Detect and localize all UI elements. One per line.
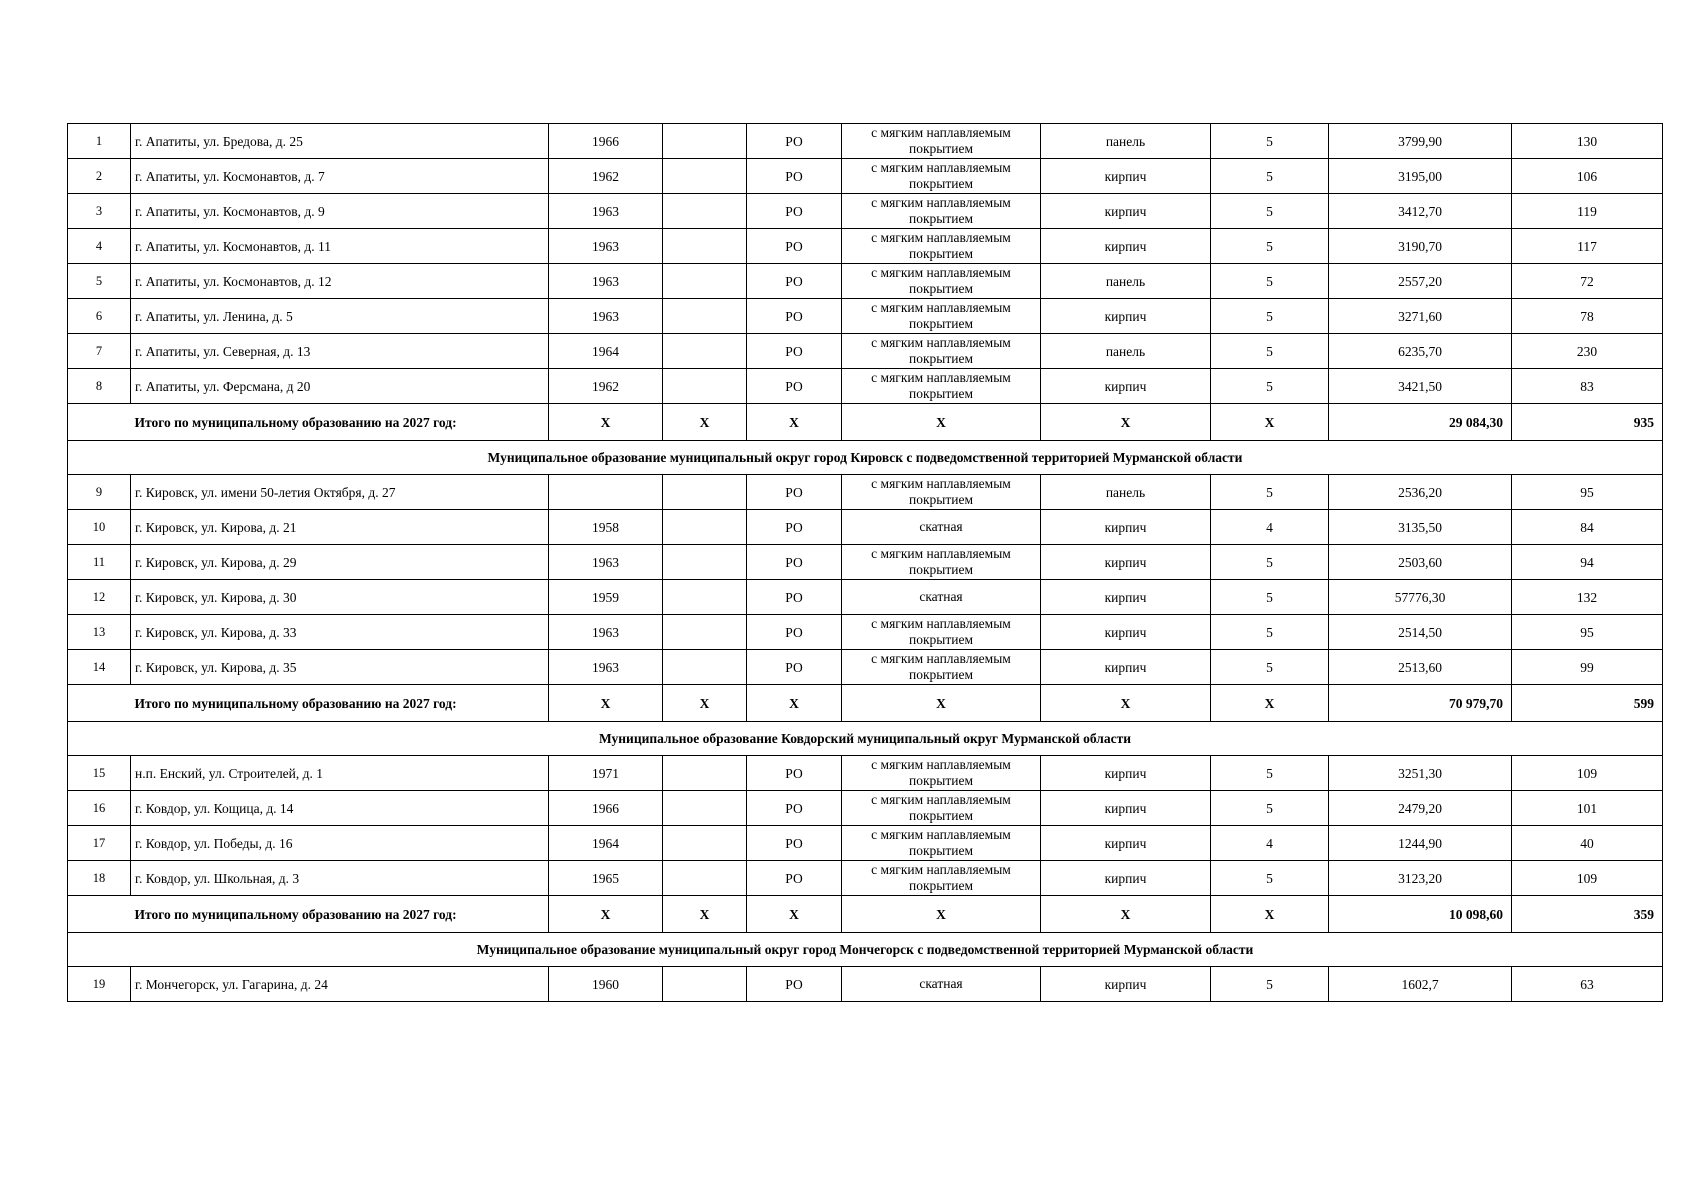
year-cell: 1963	[549, 229, 663, 264]
total-x-mark: X	[663, 685, 747, 722]
table-row	[68, 159, 1663, 194]
extra-cell	[663, 369, 747, 404]
row-number: 9	[68, 475, 131, 510]
area-cell: 6235,70	[1329, 334, 1512, 369]
total-label: Итого по муниципальному образованию на 2027 год:	[131, 896, 549, 933]
floors-cell: 5	[1211, 650, 1329, 685]
floors-cell: 5	[1211, 124, 1329, 159]
extra-cell	[663, 545, 747, 580]
wall-material-cell: кирпич	[1041, 615, 1211, 650]
total-x-mark: X	[549, 896, 663, 933]
source-cell: РО	[747, 159, 842, 194]
address-cell: г. Апатиты, ул. Бредова, д. 25	[131, 124, 549, 159]
residents-cell: 130	[1512, 124, 1663, 159]
total-blank-cell	[68, 685, 131, 722]
section-heading: Муниципальное образование муниципальный округ город Кировск с подведомственной территорией Мурманской области	[68, 441, 1663, 475]
residents-cell: 230	[1512, 334, 1663, 369]
wall-material-cell: кирпич	[1041, 369, 1211, 404]
row-number: 12	[68, 580, 131, 615]
source-cell: РО	[747, 229, 842, 264]
total-x-mark: X	[747, 404, 842, 441]
roof-cell: с мягким наплавляемым покрытием	[842, 861, 1041, 896]
source-cell: РО	[747, 194, 842, 229]
residents-cell: 95	[1512, 615, 1663, 650]
total-x-mark: X	[842, 896, 1041, 933]
extra-cell	[663, 756, 747, 791]
residents-cell: 119	[1512, 194, 1663, 229]
wall-material-cell: кирпич	[1041, 229, 1211, 264]
residents-cell: 101	[1512, 791, 1663, 826]
residents-cell: 109	[1512, 756, 1663, 791]
table-row	[68, 369, 1663, 404]
wall-material-cell: кирпич	[1041, 545, 1211, 580]
total-x-mark: X	[1041, 896, 1211, 933]
wall-material-cell: кирпич	[1041, 967, 1211, 1002]
extra-cell	[663, 826, 747, 861]
address-cell: г. Апатиты, ул. Ферсмана, д 20	[131, 369, 549, 404]
source-cell: РО	[747, 826, 842, 861]
address-cell: г. Кировск, ул. Кирова, д. 29	[131, 545, 549, 580]
total-x-mark: X	[663, 896, 747, 933]
roof-cell: с мягким наплавляемым покрытием	[842, 475, 1041, 510]
address-cell: г. Апатиты, ул. Северная, д. 13	[131, 334, 549, 369]
row-number: 11	[68, 545, 131, 580]
row-number: 16	[68, 791, 131, 826]
row-number: 10	[68, 510, 131, 545]
floors-cell: 5	[1211, 861, 1329, 896]
total-x-mark: X	[1041, 404, 1211, 441]
row-number: 15	[68, 756, 131, 791]
address-cell: г. Ковдор, ул. Школьная, д. 3	[131, 861, 549, 896]
floors-cell: 5	[1211, 264, 1329, 299]
address-cell: г. Мончегорск, ул. Гагарина, д. 24	[131, 967, 549, 1002]
table-row	[68, 510, 1663, 545]
residents-cell: 63	[1512, 967, 1663, 1002]
year-cell: 1963	[549, 264, 663, 299]
total-x-mark: X	[549, 404, 663, 441]
floors-cell: 4	[1211, 826, 1329, 861]
total-x-mark: X	[842, 404, 1041, 441]
roof-cell: с мягким наплавляемым покрытием	[842, 369, 1041, 404]
extra-cell	[663, 264, 747, 299]
extra-cell	[663, 510, 747, 545]
table-row	[68, 615, 1663, 650]
year-cell: 1965	[549, 861, 663, 896]
area-cell: 3123,20	[1329, 861, 1512, 896]
area-cell: 1602,7	[1329, 967, 1512, 1002]
area-cell: 2514,50	[1329, 615, 1512, 650]
floors-cell: 5	[1211, 967, 1329, 1002]
total-x-mark: X	[842, 685, 1041, 722]
roof-cell: с мягким наплавляемым покрытием	[842, 756, 1041, 791]
year-cell: 1966	[549, 791, 663, 826]
roof-cell: с мягким наплавляемым покрытием	[842, 791, 1041, 826]
year-cell: 1962	[549, 369, 663, 404]
section-heading-row	[68, 933, 1663, 967]
roof-cell: с мягким наплавляемым покрытием	[842, 264, 1041, 299]
residents-cell: 78	[1512, 299, 1663, 334]
address-cell: г. Апатиты, ул. Космонавтов, д. 9	[131, 194, 549, 229]
total-residents: 359	[1512, 896, 1663, 933]
table-row	[68, 264, 1663, 299]
floors-cell: 5	[1211, 299, 1329, 334]
floors-cell: 5	[1211, 791, 1329, 826]
total-x-mark: X	[549, 685, 663, 722]
total-residents: 599	[1512, 685, 1663, 722]
total-label: Итого по муниципальному образованию на 2027 год:	[131, 404, 549, 441]
table-row	[68, 756, 1663, 791]
residents-cell: 95	[1512, 475, 1663, 510]
wall-material-cell: кирпич	[1041, 580, 1211, 615]
total-x-mark: X	[747, 896, 842, 933]
wall-material-cell: кирпич	[1041, 861, 1211, 896]
address-cell: г. Кировск, ул. Кирова, д. 21	[131, 510, 549, 545]
residents-cell: 106	[1512, 159, 1663, 194]
wall-material-cell: кирпич	[1041, 194, 1211, 229]
table-row	[68, 861, 1663, 896]
section-heading-row	[68, 722, 1663, 756]
area-cell: 3190,70	[1329, 229, 1512, 264]
area-cell: 2479,20	[1329, 791, 1512, 826]
floors-cell: 4	[1211, 510, 1329, 545]
address-cell: г. Кировск, ул. Кирова, д. 30	[131, 580, 549, 615]
residents-cell: 132	[1512, 580, 1663, 615]
area-cell: 1244,90	[1329, 826, 1512, 861]
extra-cell	[663, 580, 747, 615]
year-cell: 1963	[549, 299, 663, 334]
total-x-mark: X	[1211, 404, 1329, 441]
roof-cell: с мягким наплавляемым покрытием	[842, 615, 1041, 650]
extra-cell	[663, 650, 747, 685]
roof-cell: с мягким наплавляемым покрытием	[842, 229, 1041, 264]
address-cell: г. Апатиты, ул. Космонавтов, д. 12	[131, 264, 549, 299]
roof-cell: с мягким наплавляемым покрытием	[842, 826, 1041, 861]
address-cell: г. Кировск, ул. имени 50-летия Октября, д. 27	[131, 475, 549, 510]
area-cell: 3271,60	[1329, 299, 1512, 334]
floors-cell: 5	[1211, 580, 1329, 615]
total-x-mark: X	[747, 685, 842, 722]
source-cell: РО	[747, 615, 842, 650]
area-cell: 2557,20	[1329, 264, 1512, 299]
section-heading: Муниципальное образование Ковдорский муниципальный округ Мурманской области	[68, 722, 1663, 756]
residents-cell: 83	[1512, 369, 1663, 404]
table-row	[68, 967, 1663, 1002]
extra-cell	[663, 299, 747, 334]
wall-material-cell: кирпич	[1041, 159, 1211, 194]
row-number: 6	[68, 299, 131, 334]
floors-cell: 5	[1211, 545, 1329, 580]
floors-cell: 5	[1211, 615, 1329, 650]
row-number: 19	[68, 967, 131, 1002]
total-area: 70 979,70	[1329, 685, 1512, 722]
area-cell: 2536,20	[1329, 475, 1512, 510]
address-cell: г. Кировск, ул. Кирова, д. 33	[131, 615, 549, 650]
row-number: 1	[68, 124, 131, 159]
wall-material-cell: кирпич	[1041, 826, 1211, 861]
extra-cell	[663, 334, 747, 369]
extra-cell	[663, 194, 747, 229]
residents-cell: 117	[1512, 229, 1663, 264]
source-cell: РО	[747, 264, 842, 299]
address-cell: н.п. Енский, ул. Строителей, д. 1	[131, 756, 549, 791]
area-cell: 3412,70	[1329, 194, 1512, 229]
roof-cell: скатная	[842, 510, 1041, 545]
wall-material-cell: кирпич	[1041, 299, 1211, 334]
year-cell: 1963	[549, 194, 663, 229]
total-x-mark: X	[1211, 685, 1329, 722]
extra-cell	[663, 229, 747, 264]
row-number: 8	[68, 369, 131, 404]
roof-cell: с мягким наплавляемым покрытием	[842, 194, 1041, 229]
residents-cell: 94	[1512, 545, 1663, 580]
year-cell: 1959	[549, 580, 663, 615]
floors-cell: 5	[1211, 159, 1329, 194]
wall-material-cell: кирпич	[1041, 650, 1211, 685]
year-cell: 1962	[549, 159, 663, 194]
area-cell: 57776,30	[1329, 580, 1512, 615]
table-row	[68, 580, 1663, 615]
extra-cell	[663, 967, 747, 1002]
table-row	[68, 826, 1663, 861]
source-cell: РО	[747, 369, 842, 404]
source-cell: РО	[747, 861, 842, 896]
wall-material-cell: панель	[1041, 475, 1211, 510]
wall-material-cell: панель	[1041, 124, 1211, 159]
source-cell: РО	[747, 580, 842, 615]
roof-cell: с мягким наплавляемым покрытием	[842, 334, 1041, 369]
extra-cell	[663, 475, 747, 510]
year-cell: 1960	[549, 967, 663, 1002]
residents-cell: 99	[1512, 650, 1663, 685]
roof-cell: скатная	[842, 967, 1041, 1002]
year-cell: 1963	[549, 650, 663, 685]
row-number: 4	[68, 229, 131, 264]
total-row	[68, 685, 1663, 722]
section-heading: Муниципальное образование муниципальный округ город Мончегорск с подведомственной территорией Мурманской области	[68, 933, 1663, 967]
extra-cell	[663, 861, 747, 896]
wall-material-cell: панель	[1041, 334, 1211, 369]
wall-material-cell: кирпич	[1041, 756, 1211, 791]
floors-cell: 5	[1211, 756, 1329, 791]
roof-cell: с мягким наплавляемым покрытием	[842, 650, 1041, 685]
floors-cell: 5	[1211, 334, 1329, 369]
extra-cell	[663, 159, 747, 194]
housing-register-table	[67, 123, 1663, 1002]
row-number: 13	[68, 615, 131, 650]
table-row	[68, 545, 1663, 580]
address-cell: г. Ковдор, ул. Победы, д. 16	[131, 826, 549, 861]
total-x-mark: X	[663, 404, 747, 441]
area-cell: 3799,90	[1329, 124, 1512, 159]
total-area: 29 084,30	[1329, 404, 1512, 441]
roof-cell: с мягким наплавляемым покрытием	[842, 545, 1041, 580]
extra-cell	[663, 124, 747, 159]
table-body	[68, 124, 1663, 1002]
source-cell: РО	[747, 299, 842, 334]
residents-cell: 40	[1512, 826, 1663, 861]
row-number: 14	[68, 650, 131, 685]
area-cell: 3135,50	[1329, 510, 1512, 545]
table-row	[68, 650, 1663, 685]
extra-cell	[663, 791, 747, 826]
roof-cell: с мягким наплавляемым покрытием	[842, 124, 1041, 159]
year-cell: 1971	[549, 756, 663, 791]
floors-cell: 5	[1211, 229, 1329, 264]
year-cell: 1963	[549, 615, 663, 650]
source-cell: РО	[747, 756, 842, 791]
area-cell: 3195,00	[1329, 159, 1512, 194]
area-cell: 3421,50	[1329, 369, 1512, 404]
year-cell: 1963	[549, 545, 663, 580]
year-cell: 1964	[549, 826, 663, 861]
address-cell: г. Кировск, ул. Кирова, д. 35	[131, 650, 549, 685]
total-x-mark: X	[1211, 896, 1329, 933]
row-number: 17	[68, 826, 131, 861]
roof-cell: скатная	[842, 580, 1041, 615]
total-row	[68, 404, 1663, 441]
floors-cell: 5	[1211, 194, 1329, 229]
total-blank-cell	[68, 896, 131, 933]
year-cell: 1958	[549, 510, 663, 545]
source-cell: РО	[747, 791, 842, 826]
section-heading-row	[68, 441, 1663, 475]
year-cell	[549, 475, 663, 510]
row-number: 3	[68, 194, 131, 229]
table-row	[68, 334, 1663, 369]
source-cell: РО	[747, 545, 842, 580]
source-cell: РО	[747, 510, 842, 545]
residents-cell: 72	[1512, 264, 1663, 299]
area-cell: 2503,60	[1329, 545, 1512, 580]
residents-cell: 84	[1512, 510, 1663, 545]
total-area: 10 098,60	[1329, 896, 1512, 933]
wall-material-cell: панель	[1041, 264, 1211, 299]
table-row	[68, 229, 1663, 264]
total-blank-cell	[68, 404, 131, 441]
table-row	[68, 791, 1663, 826]
row-number: 7	[68, 334, 131, 369]
row-number: 2	[68, 159, 131, 194]
row-number: 5	[68, 264, 131, 299]
floors-cell: 5	[1211, 475, 1329, 510]
address-cell: г. Апатиты, ул. Космонавтов, д. 11	[131, 229, 549, 264]
source-cell: РО	[747, 967, 842, 1002]
source-cell: РО	[747, 334, 842, 369]
table-row	[68, 194, 1663, 229]
address-cell: г. Апатиты, ул. Ленина, д. 5	[131, 299, 549, 334]
address-cell: г. Апатиты, ул. Космонавтов, д. 7	[131, 159, 549, 194]
total-row	[68, 896, 1663, 933]
source-cell: РО	[747, 475, 842, 510]
table-row	[68, 475, 1663, 510]
roof-cell: с мягким наплавляемым покрытием	[842, 159, 1041, 194]
table-row	[68, 124, 1663, 159]
floors-cell: 5	[1211, 369, 1329, 404]
table-row	[68, 299, 1663, 334]
total-label: Итого по муниципальному образованию на 2027 год:	[131, 685, 549, 722]
wall-material-cell: кирпич	[1041, 510, 1211, 545]
row-number: 18	[68, 861, 131, 896]
year-cell: 1966	[549, 124, 663, 159]
total-residents: 935	[1512, 404, 1663, 441]
total-x-mark: X	[1041, 685, 1211, 722]
year-cell: 1964	[549, 334, 663, 369]
area-cell: 3251,30	[1329, 756, 1512, 791]
roof-cell: с мягким наплавляемым покрытием	[842, 299, 1041, 334]
address-cell: г. Ковдор, ул. Кощица, д. 14	[131, 791, 549, 826]
wall-material-cell: кирпич	[1041, 791, 1211, 826]
extra-cell	[663, 615, 747, 650]
source-cell: РО	[747, 650, 842, 685]
source-cell: РО	[747, 124, 842, 159]
residents-cell: 109	[1512, 861, 1663, 896]
area-cell: 2513,60	[1329, 650, 1512, 685]
